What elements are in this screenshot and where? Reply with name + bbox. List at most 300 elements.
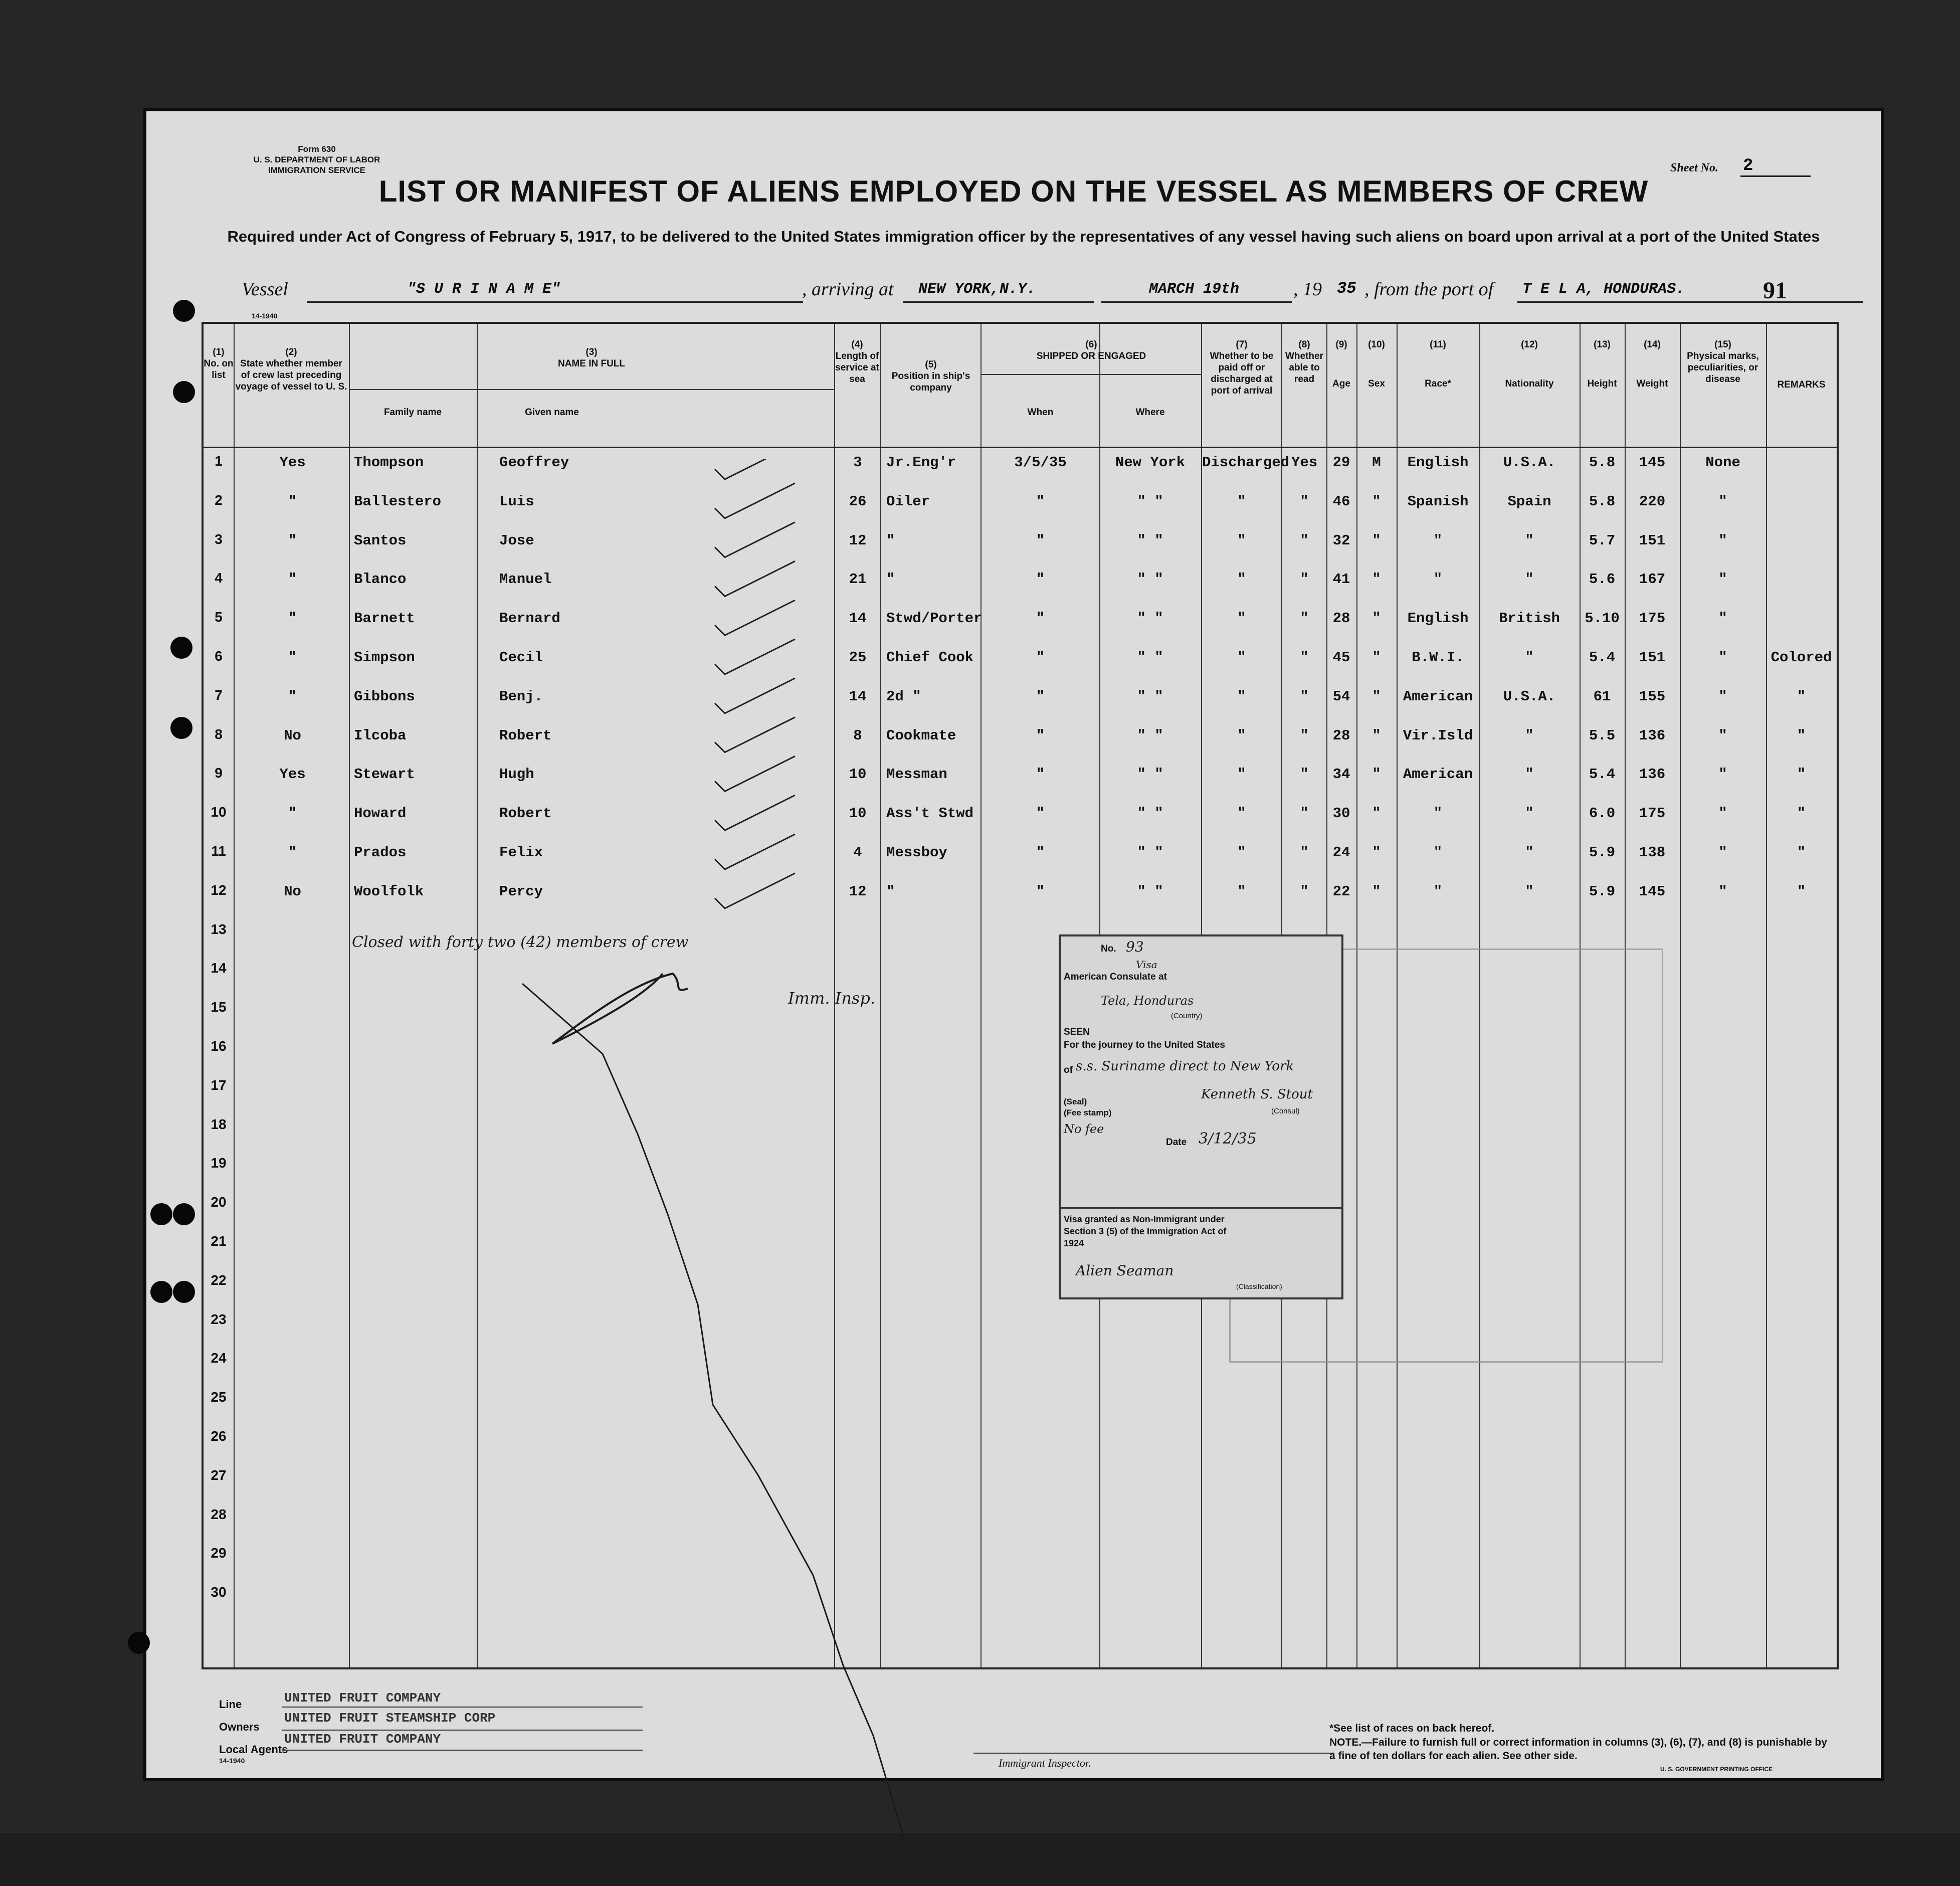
cell-service: 14 [849, 610, 867, 627]
cell-service: 14 [849, 688, 867, 705]
cell-given: Geoffrey [499, 454, 569, 471]
fine-note: NOTE.—Failure to furnish full or correct information in columns (3), (6), (7), and (8) is punishable by a fine of ten dollars for each alien. See other side. [1329, 1737, 1827, 1762]
cell-read: " [1300, 727, 1309, 744]
cell-remarks: " [1797, 805, 1806, 822]
binder-hole [128, 1632, 150, 1654]
cell-marks: " [1718, 571, 1727, 588]
cell-age: 32 [1332, 532, 1350, 549]
check-mark [715, 483, 795, 518]
row-number: 14 [211, 960, 227, 976]
cell-race: " [1433, 805, 1443, 822]
row-number: 4 [215, 570, 223, 586]
cell-nationality: British [1499, 610, 1560, 627]
stamp-no-value: 93 [1126, 938, 1144, 955]
cell-sex: " [1372, 727, 1381, 744]
col3b-header: Given name [525, 407, 579, 418]
cell-paid: " [1237, 805, 1246, 822]
stamp-of-label: of [1064, 1065, 1073, 1075]
col10-header: Sex [1368, 379, 1385, 389]
line-value: UNITED FRUIT COMPANY [284, 1690, 441, 1706]
cell-prev: " [288, 649, 297, 666]
cell-height: 5.4 [1589, 766, 1616, 783]
cell-position: Jr.Eng'r [886, 454, 956, 471]
col7-header: Whether to be paid off or discharged at port of arrival [1210, 351, 1274, 396]
cell-family: Santos [354, 532, 407, 549]
cell-age: 28 [1332, 610, 1350, 627]
cell-paid: " [1237, 532, 1246, 549]
cell-sex: " [1372, 766, 1381, 783]
cell-when: 3/5/35 [1014, 454, 1067, 471]
cell-family: Thompson [354, 454, 424, 471]
cell-prev: No [284, 727, 301, 744]
col6-num: (6) [1085, 339, 1097, 350]
row-number: 24 [211, 1350, 227, 1366]
cell-when: " [1036, 727, 1045, 744]
cell-family: Ballestero [354, 493, 442, 510]
col2-num: (2) [285, 347, 297, 357]
row-number: 19 [211, 1155, 227, 1171]
cell-sex: " [1372, 571, 1381, 588]
row-number: 9 [215, 765, 223, 781]
col8-num: (8) [1298, 339, 1310, 350]
cell-service: 4 [853, 844, 862, 861]
col15-num: (15) [1714, 339, 1731, 350]
cell-age: 29 [1332, 454, 1350, 471]
service-name: IMMIGRATION SERVICE [268, 165, 365, 175]
cell-family: Ilcoba [354, 727, 407, 744]
cell-age: 30 [1332, 805, 1350, 822]
binder-hole [150, 1203, 172, 1225]
cell-read: " [1300, 766, 1309, 783]
stamp-visa-text: Visa granted as Non-Immigrant under Section 3 (5) of the Immigration Act of 1924 [1064, 1214, 1227, 1248]
cell-nationality: " [1525, 844, 1534, 861]
cell-given: Hugh [499, 766, 534, 783]
cell-nationality: U.S.A. [1503, 688, 1556, 705]
check-mark [715, 873, 795, 908]
cell-read: " [1300, 805, 1309, 822]
cell-family: Woolfolk [354, 883, 424, 900]
cell-given: Bernard [499, 610, 560, 627]
check-mark [715, 561, 795, 596]
cell-where: " " [1137, 883, 1163, 900]
check-mark [715, 717, 795, 752]
cell-when: " [1036, 883, 1045, 900]
cell-race: English [1407, 454, 1469, 471]
cell-service: 8 [853, 727, 862, 744]
arriving-label: , arriving at [802, 279, 894, 300]
cell-when: " [1036, 610, 1045, 627]
col9-num: (9) [1335, 339, 1347, 350]
cell-position: " [886, 532, 895, 549]
cell-read: " [1300, 649, 1309, 666]
row-number: 20 [211, 1194, 227, 1210]
col9-header: Age [1332, 379, 1350, 389]
cell-position: " [886, 883, 895, 900]
cell-weight: 155 [1639, 688, 1666, 705]
cell-given: Felix [499, 844, 543, 861]
cell-height: 5.8 [1589, 454, 1616, 471]
col14-header: Weight [1636, 379, 1668, 389]
cell-sex: " [1372, 844, 1381, 861]
row-number: 12 [211, 882, 227, 898]
cell-position: Oiler [886, 493, 930, 510]
stamp-divider [1061, 1207, 1341, 1209]
col13-header: Height [1587, 379, 1617, 389]
stamp-country-label: (Country) [1171, 1012, 1203, 1020]
cell-read: " [1300, 571, 1309, 588]
from-port-label: , from the port of [1364, 279, 1494, 300]
cell-service: 10 [849, 766, 867, 783]
cell-race: Spanish [1407, 493, 1469, 510]
arrival-date: MARCH 19th [1149, 281, 1240, 298]
closing-note: Closed with forty two (42) members of crew [352, 933, 689, 951]
cell-age: 28 [1332, 727, 1350, 744]
col1-header: No. on list [204, 358, 234, 381]
row-number: 26 [211, 1428, 227, 1444]
cell-position: Messboy [886, 844, 947, 861]
cell-nationality: " [1525, 766, 1534, 783]
cell-nationality: U.S.A. [1503, 454, 1556, 471]
row-number: 2 [215, 492, 223, 508]
cell-nationality: Spain [1507, 493, 1551, 510]
consul-signature: Kenneth S. Stout [1201, 1087, 1313, 1102]
cell-service: 21 [849, 571, 867, 588]
row-number: 27 [211, 1467, 227, 1483]
row-number: 23 [211, 1311, 227, 1327]
binder-hole [173, 300, 195, 322]
cell-family: Prados [354, 844, 407, 861]
stamp-consulate-label: American Consulate at [1064, 972, 1167, 982]
col12-header: Nationality [1505, 379, 1554, 389]
row-number: 7 [215, 687, 223, 703]
cell-weight: 136 [1639, 766, 1666, 783]
check-mark [715, 756, 795, 791]
cell-age: 54 [1332, 688, 1350, 705]
cell-when: " [1036, 805, 1045, 822]
cell-height: 5.6 [1589, 571, 1616, 588]
cell-where: " " [1137, 805, 1163, 822]
cell-age: 45 [1332, 649, 1350, 666]
cell-marks: " [1718, 649, 1727, 666]
cell-paid: " [1237, 493, 1246, 510]
col12-num: (12) [1521, 339, 1538, 350]
signature-and-strike-line [522, 954, 1024, 1886]
cell-where: " " [1137, 688, 1163, 705]
stamp-journey: For the journey to the United States [1064, 1040, 1225, 1050]
check-mark [715, 678, 795, 713]
row-number: 5 [215, 609, 223, 625]
cell-position: Stwd/Porter [886, 610, 983, 627]
arriving-port: NEW YORK,N.Y. [918, 281, 1036, 298]
cell-prev: " [288, 532, 297, 549]
cell-read: " [1300, 883, 1309, 900]
cell-marks: " [1718, 532, 1727, 549]
cell-when: " [1036, 493, 1045, 510]
row-number: 6 [215, 648, 223, 664]
row-number: 1 [215, 453, 223, 469]
cell-weight: 175 [1639, 610, 1666, 627]
cell-sex: " [1372, 805, 1381, 822]
col4-num: (4) [851, 339, 863, 350]
cell-weight: 220 [1639, 493, 1666, 510]
cell-race: Vir.Isld [1403, 727, 1473, 744]
cell-service: 3 [853, 454, 862, 471]
cell-age: 22 [1332, 883, 1350, 900]
cell-weight: 151 [1639, 532, 1666, 549]
col2-header: State whether member of crew last preceding voyage of vessel to U. S. [235, 358, 347, 392]
cell-sex: M [1372, 454, 1381, 471]
cell-service: 26 [849, 493, 867, 510]
footer-form-code: 14-1940 [219, 1757, 245, 1765]
stamp-visa-word: Visa [1136, 959, 1157, 971]
cell-marks: None [1705, 454, 1740, 471]
department-name: U. S. DEPARTMENT OF LABOR [253, 155, 380, 164]
col6a-header: When [1027, 407, 1054, 418]
cell-family: Howard [354, 805, 407, 822]
cell-nationality: " [1525, 727, 1534, 744]
binder-hole [173, 381, 195, 403]
row-number: 8 [215, 726, 223, 742]
cell-height: 5.10 [1585, 610, 1620, 627]
page-title: LIST OR MANIFEST OF ALIENS EMPLOYED ON THE VESSEL AS MEMBERS OF CREW [378, 174, 1649, 208]
cell-paid: " [1237, 727, 1246, 744]
cell-prev: Yes [279, 454, 306, 471]
cell-height: 6.0 [1589, 805, 1616, 822]
check-mark [715, 600, 795, 635]
cell-service: 25 [849, 649, 867, 666]
col1-num: (1) [213, 347, 225, 357]
cell-race: B.W.I. [1412, 649, 1464, 666]
cell-height: 5.5 [1589, 727, 1616, 744]
cell-race: " [1433, 532, 1443, 549]
cell-marks: " [1718, 493, 1727, 510]
owners-label: Owners [219, 1721, 260, 1733]
cell-weight: 145 [1639, 883, 1666, 900]
cell-read: " [1300, 610, 1309, 627]
cell-marks: " [1718, 883, 1727, 900]
cell-position: Chief Cook [886, 649, 974, 666]
cell-when: " [1036, 688, 1045, 705]
form-header-block [217, 144, 417, 175]
cell-paid: " [1237, 883, 1246, 900]
form-code: 14-1940 [252, 312, 278, 320]
cell-read: " [1300, 532, 1309, 549]
cell-nationality: " [1525, 532, 1534, 549]
cell-weight: 151 [1639, 649, 1666, 666]
cell-paid: " [1237, 844, 1246, 861]
cell-remarks: " [1797, 766, 1806, 783]
cell-given: Jose [499, 532, 534, 549]
cell-where: " " [1137, 844, 1163, 861]
page-number: 91 [1763, 277, 1787, 304]
cell-read: Yes [1291, 454, 1318, 471]
cell-given: Luis [499, 493, 534, 510]
cell-where: " " [1137, 766, 1163, 783]
cell-paid: " [1237, 766, 1246, 783]
col5-header: Position in ship's company [891, 371, 970, 393]
cell-height: 5.9 [1589, 883, 1616, 900]
vessel-name: "S U R I N A M E" [407, 281, 561, 298]
cell-paid: " [1237, 649, 1246, 666]
cell-height: 5.4 [1589, 649, 1616, 666]
cell-family: Stewart [354, 766, 415, 783]
cell-where: " " [1137, 649, 1163, 666]
cell-family: Simpson [354, 649, 415, 666]
col11-num: (11) [1430, 339, 1446, 350]
races-note: *See list of races on back hereof. [1329, 1723, 1495, 1734]
cell-age: 46 [1332, 493, 1350, 510]
col5-num: (5) [925, 359, 937, 370]
cell-prev: " [288, 493, 297, 510]
cell-height: 5.8 [1589, 493, 1616, 510]
line-label: Line [219, 1698, 242, 1711]
col3a-header: Family name [383, 407, 442, 418]
stamp-consulate-place: Tela, Honduras [1101, 994, 1194, 1008]
col3-header: NAME IN FULL [557, 358, 626, 369]
row-number: 10 [211, 804, 227, 820]
row-number: 29 [211, 1545, 227, 1561]
cell-paid: " [1237, 688, 1246, 705]
stamp-date-value: 3/12/35 [1199, 1130, 1257, 1148]
row-number: 30 [211, 1584, 227, 1600]
cell-when: " [1036, 532, 1045, 549]
cell-marks: " [1718, 805, 1727, 822]
cell-given: Percy [499, 883, 543, 900]
sheet-number-label: Sheet No. [1670, 161, 1718, 174]
cell-where: " " [1137, 727, 1163, 744]
row-number: 18 [211, 1116, 227, 1132]
col7-num: (7) [1236, 339, 1248, 350]
cell-age: 41 [1332, 571, 1350, 588]
arrival-year: 35 [1337, 279, 1356, 298]
row-number: 28 [211, 1506, 227, 1522]
cell-sex: " [1372, 688, 1381, 705]
cell-position: Cookmate [886, 727, 956, 744]
cell-given: Benj. [499, 688, 543, 705]
stamp-no-label: No. [1101, 944, 1116, 954]
vessel-label: Vessel [242, 279, 288, 300]
inspector-label: Immigrant Inspector. [999, 1757, 1091, 1769]
stamp-journey-hand: s.s. Suriname direct to New York [1076, 1059, 1294, 1074]
cell-race: " [1433, 883, 1443, 900]
manifest-sheet [146, 111, 1881, 1778]
cell-when: " [1036, 844, 1045, 861]
cell-family: Gibbons [354, 688, 415, 705]
col11-header: Race* [1425, 379, 1451, 389]
cell-when: " [1036, 649, 1045, 666]
col14-num: (14) [1644, 339, 1661, 350]
cell-position: Ass't Stwd [886, 805, 974, 822]
form-number: Form 630 [298, 144, 336, 154]
cell-sex: " [1372, 610, 1381, 627]
col3-num: (3) [585, 347, 598, 357]
cell-when: " [1036, 571, 1045, 588]
col16-header: REMARKS [1777, 380, 1826, 390]
cell-height: 61 [1593, 688, 1611, 705]
stamp-consul-label: (Consul) [1271, 1107, 1300, 1115]
cell-paid: " [1237, 610, 1246, 627]
cell-weight: 138 [1639, 844, 1666, 861]
cell-nationality: " [1525, 571, 1534, 588]
cell-where: " " [1137, 610, 1163, 627]
cell-marks: " [1718, 727, 1727, 744]
cell-where: " " [1137, 532, 1163, 549]
check-mark [715, 639, 795, 674]
cell-race: American [1403, 688, 1473, 705]
col13-num: (13) [1594, 339, 1611, 350]
binder-hole [173, 1203, 195, 1225]
cell-remarks: " [1797, 688, 1806, 705]
cell-weight: 167 [1639, 571, 1666, 588]
page-subtitle: Required under Act of Congress of February 5, 1917, to be delivered to the United States immigration officer by the representatives of any vessel having such aliens on board upon arrival at a port of the United States [227, 228, 1820, 245]
cell-prev: " [288, 688, 297, 705]
cell-race: " [1433, 844, 1443, 861]
cell-prev: No [284, 883, 301, 900]
cell-prev: " [288, 610, 297, 627]
stamp-classification-label: (Classification) [1236, 1282, 1282, 1290]
year-prefix: , 19 [1293, 279, 1322, 300]
cell-nationality: " [1525, 805, 1534, 822]
row-number: 13 [211, 921, 227, 937]
printing-office: U. S. GOVERNMENT PRINTING OFFICE [1660, 1766, 1773, 1773]
from-port: T E L A, HONDURAS. [1522, 281, 1685, 298]
cell-given: Robert [499, 727, 552, 744]
cell-read: " [1300, 493, 1309, 510]
cell-remarks: " [1797, 883, 1806, 900]
cell-marks: " [1718, 688, 1727, 705]
cell-marks: " [1718, 610, 1727, 627]
cell-nationality: " [1525, 649, 1534, 666]
cell-prev: " [288, 805, 297, 822]
row-number: 17 [211, 1077, 227, 1093]
owners-value: UNITED FRUIT STEAMSHIP CORP [284, 1711, 496, 1726]
cell-age: 34 [1332, 766, 1350, 783]
stamp-seal-label: (Seal) [1064, 1097, 1087, 1106]
cell-family: Blanco [354, 571, 407, 588]
col10-num: (10) [1368, 339, 1385, 350]
cell-paid: " [1237, 571, 1246, 588]
cell-sex: " [1372, 649, 1381, 666]
cell-height: 5.7 [1589, 532, 1616, 549]
binder-hole [173, 1281, 195, 1303]
col15-header: Physical marks, peculiarities, or disease [1687, 351, 1759, 385]
row-number: 15 [211, 999, 227, 1015]
cell-race: American [1403, 766, 1473, 783]
stamp-classification-hand: Alien Seaman [1076, 1262, 1174, 1279]
cell-age: 24 [1332, 844, 1350, 861]
cell-given: Manuel [499, 571, 552, 588]
binder-hole [150, 1281, 172, 1303]
cell-given: Cecil [499, 649, 543, 666]
col4-header: Length of service at sea [835, 351, 879, 385]
row-number: 3 [215, 531, 223, 547]
check-mark [715, 834, 795, 869]
cell-remarks: Colored [1771, 649, 1832, 666]
stamp-no-fee: No fee [1064, 1122, 1104, 1136]
stamp-seen: SEEN [1064, 1027, 1090, 1037]
stamp-date-label: Date [1166, 1137, 1187, 1148]
agents-label: Local Agents [219, 1743, 288, 1756]
cell-prev: " [288, 571, 297, 588]
col8-header: Whether able to read [1285, 351, 1323, 385]
cell-marks: " [1718, 844, 1727, 861]
row-number: 22 [211, 1272, 227, 1288]
cell-given: Robert [499, 805, 552, 822]
cell-paid: Discharged [1202, 454, 1290, 471]
agents-value: UNITED FRUIT COMPANY [284, 1732, 441, 1747]
cell-prev: " [288, 844, 297, 861]
cell-service: 10 [849, 805, 867, 822]
